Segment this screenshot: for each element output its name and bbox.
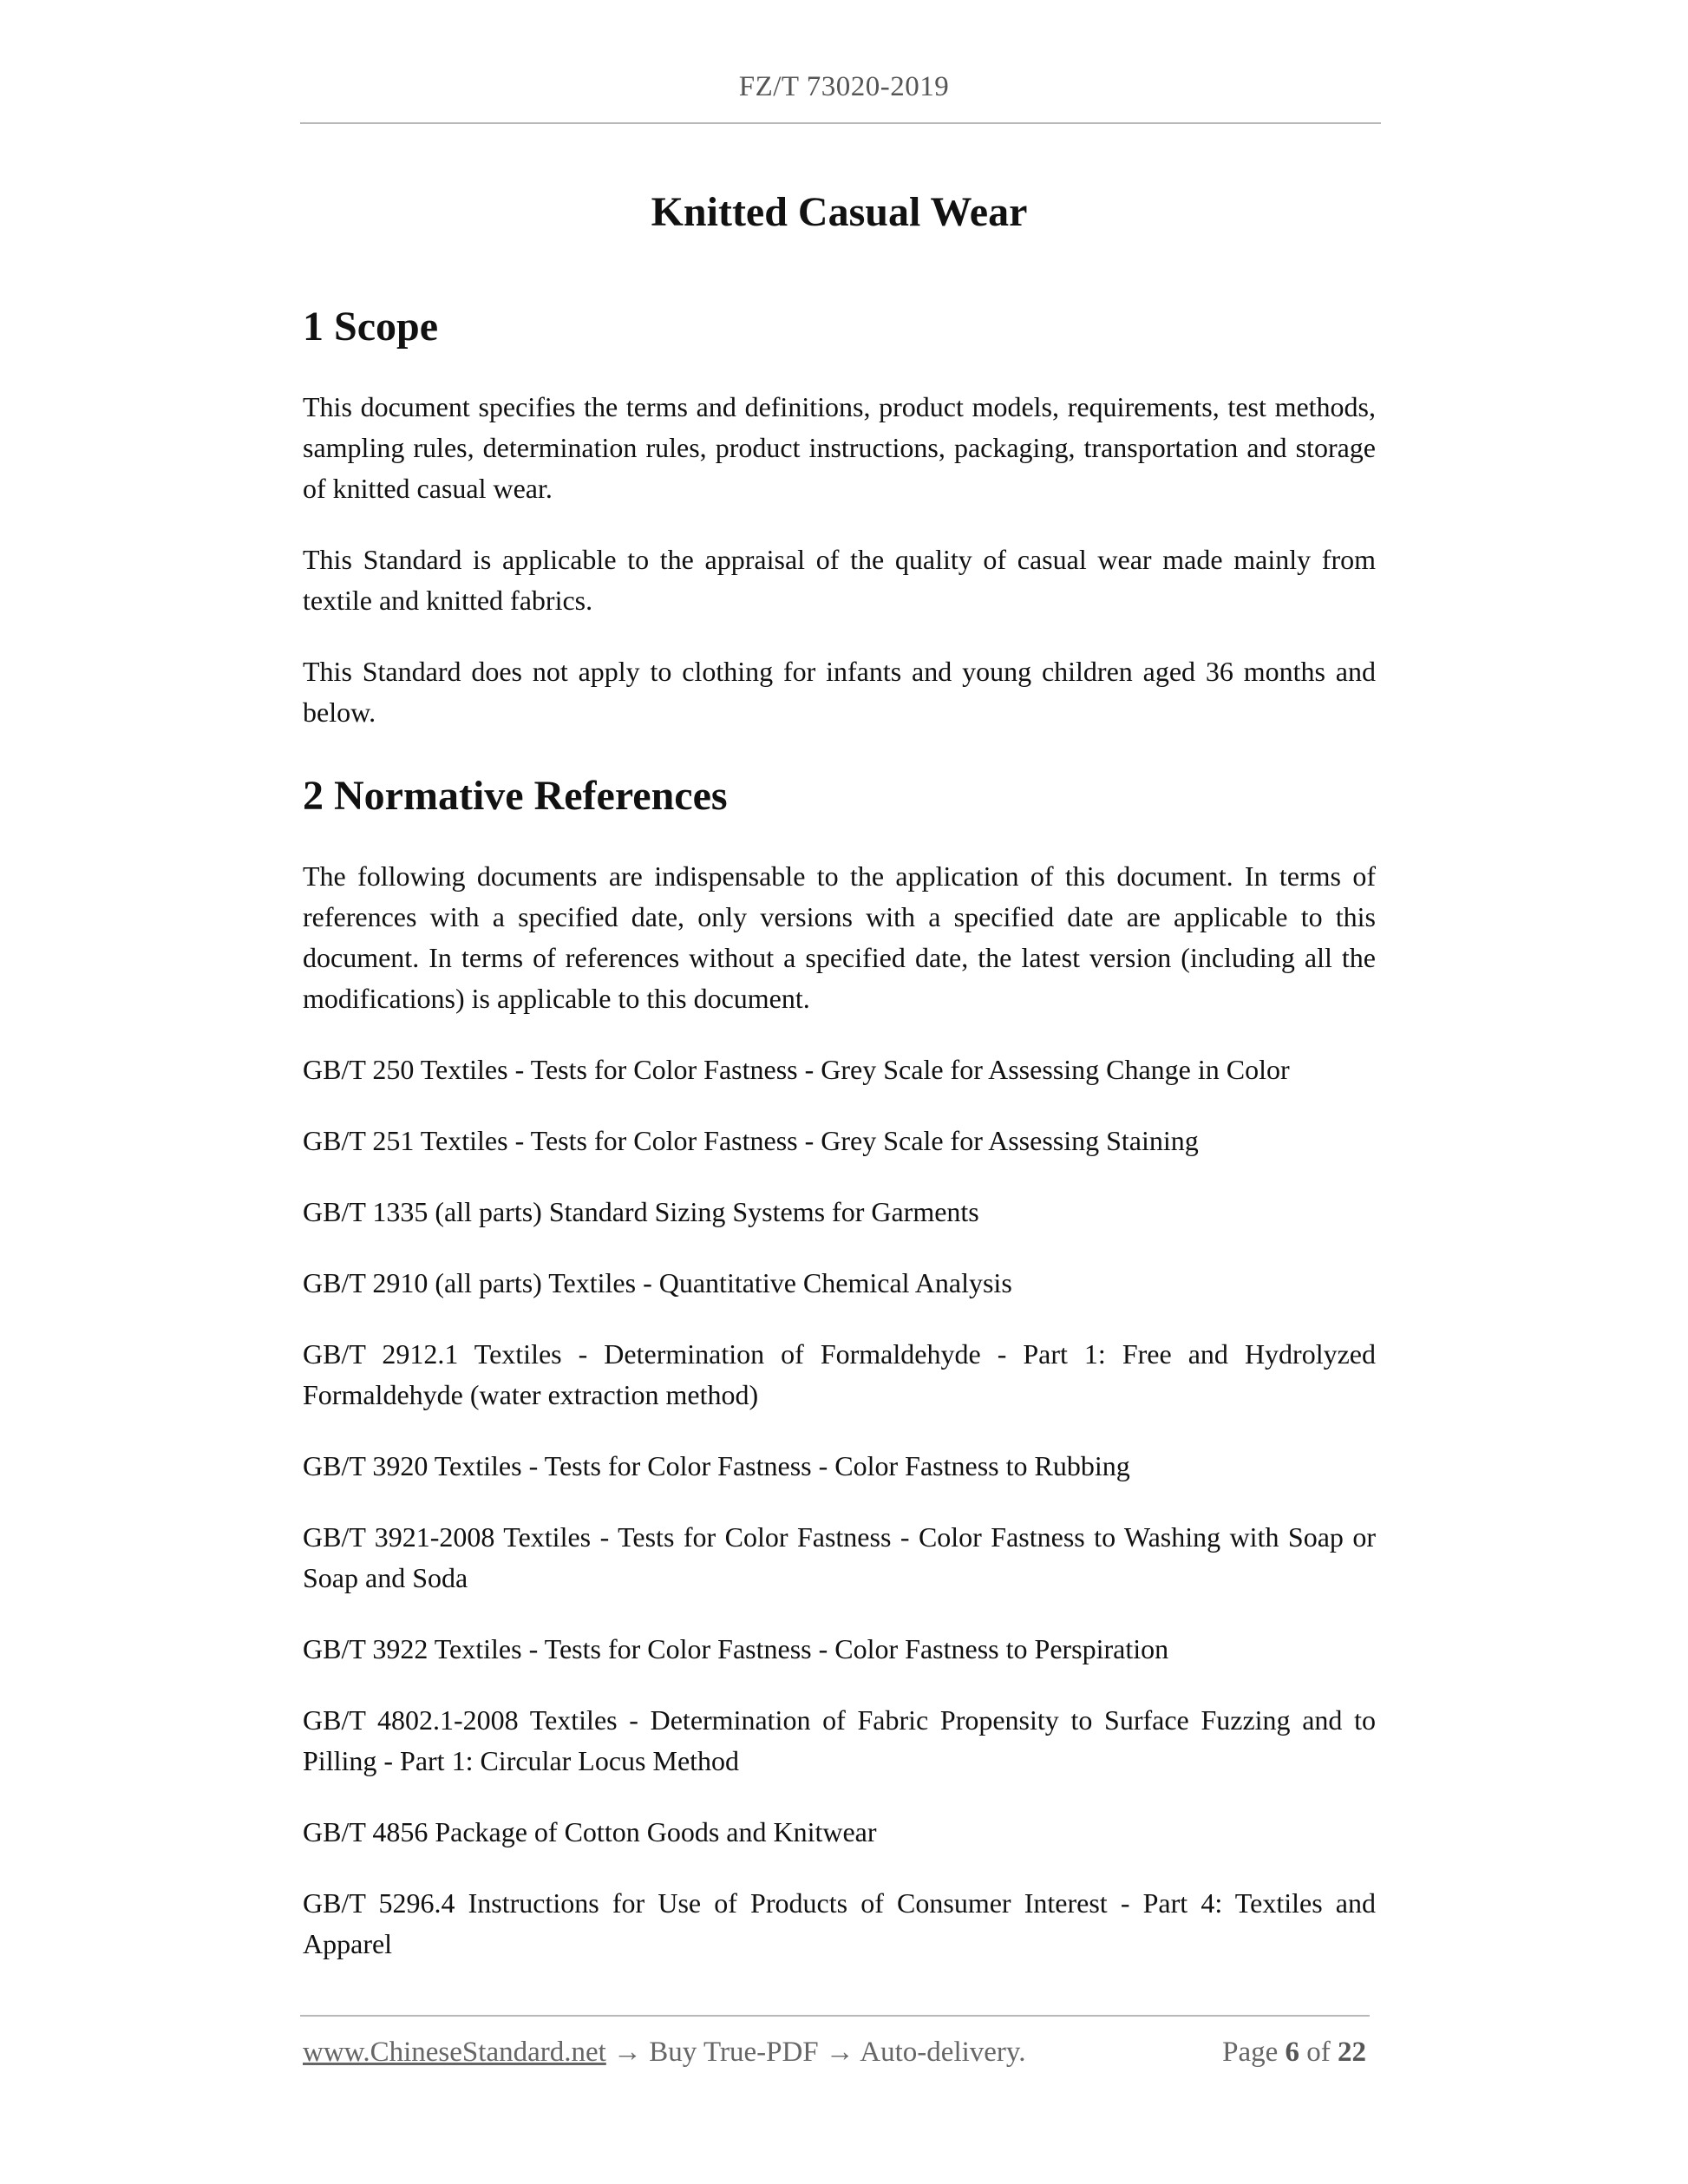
- scope-paragraph: This Standard does not apply to clothing for infants and young children aged 36 months and below.: [303, 656, 1376, 728]
- reference-item: GB/T 4856 Package of Cotton Goods and Knitwear: [303, 1816, 877, 1847]
- total-pages-number: 22: [1338, 2037, 1366, 2068]
- website-link[interactable]: www.ChineseStandard.net: [303, 2037, 606, 2068]
- reference-list: [303, 1049, 1376, 1965]
- header-divider: [300, 122, 1381, 124]
- reference-item: GB/T 1335 (all parts) Standard Sizing Systems for Garments: [303, 1196, 979, 1227]
- reference-item: GB/T 3920 Textiles - Tests for Color Fastness - Color Fastness to Rubbing: [303, 1450, 1130, 1481]
- reference-item: GB/T 251 Textiles - Tests for Color Fastness - Grey Scale for Assessing Staining: [303, 1125, 1199, 1156]
- document-title: Knitted Casual Wear: [651, 189, 1028, 235]
- section-heading-normative-references: 2 Normative References: [303, 773, 728, 819]
- footer-divider: [300, 2015, 1370, 2017]
- scope-paragraph: This document specifies the terms and definitions, product models, requirements, test methods, sampling rules, determination rules, product instructions, packaging, transportation and storage of knitted casual wear.: [303, 391, 1376, 504]
- reference-item: GB/T 4802.1-2008 Textiles - Determination of Fabric Propensity to Surface Fuzzing and to Pilling - Part 1: Circular Locus Method: [303, 1704, 1376, 1776]
- scope-paragraph: This Standard is applicable to the appraisal of the quality of casual wear made mainly from textile and knitted fabrics.: [303, 544, 1376, 616]
- footer-promo-text: → Buy True-PDF → Auto-delivery.: [605, 2037, 1026, 2068]
- page-indicator: [1222, 2032, 1366, 2072]
- footer-promo: [303, 2032, 1026, 2072]
- references-intro-paragraph: The following documents are indispensable to the application of this document. In terms of references with a specified date, only versions with a specified date are applicable to this document. In terms of references without a specified date, the latest version (including all the modifications) is applicable to this document.: [303, 860, 1376, 1014]
- running-header: FZ/T 73020-2019: [738, 71, 950, 102]
- reference-item: GB/T 3921-2008 Textiles - Tests for Color Fastness - Color Fastness to Washing with Soap or Soap and Soda: [303, 1521, 1376, 1593]
- section-heading-scope: 1 Scope: [303, 304, 438, 350]
- reference-item: GB/T 3922 Textiles - Tests for Color Fastness - Color Fastness to Perspiration: [303, 1633, 1169, 1664]
- reference-item: GB/T 250 Textiles - Tests for Color Fastness - Grey Scale for Assessing Change in Color: [303, 1054, 1290, 1085]
- reference-item: GB/T 2910 (all parts) Textiles - Quantitative Chemical Analysis: [303, 1267, 1012, 1298]
- document-body: [303, 182, 1376, 1995]
- reference-item: GB/T 2912.1 Textiles - Determination of Formaldehyde - Part 1: Free and Hydrolyzed Formaldehyde (water extraction method): [303, 1338, 1376, 1410]
- reference-item: GB/T 5296.4 Instructions for Use of Products of Consumer Interest - Part 4: Textiles and Apparel: [303, 1887, 1376, 1959]
- page-label: Page: [1222, 2037, 1279, 2068]
- current-page-number: 6: [1285, 2037, 1299, 2068]
- of-label: of: [1306, 2037, 1331, 2068]
